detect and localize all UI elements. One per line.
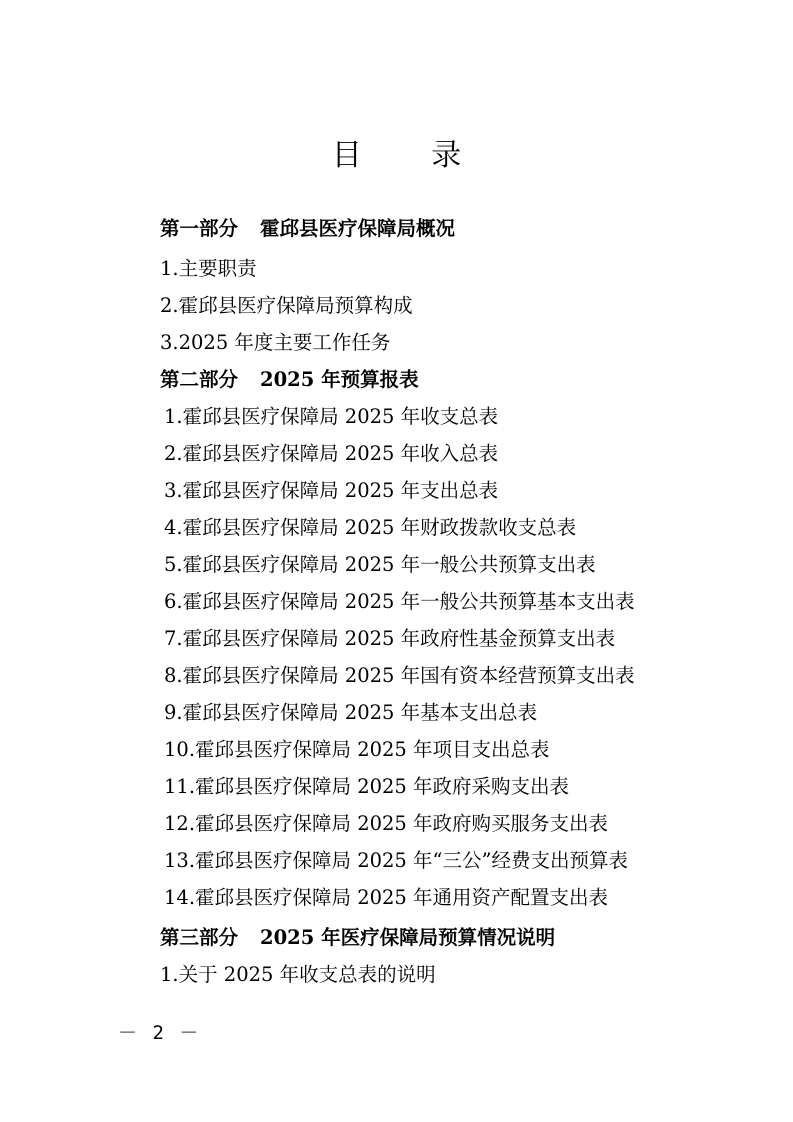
toc-item: 9.霍邱县医疗保障局 2025 年基本支出总表 <box>164 701 538 724</box>
toc-item: 4.霍邱县医疗保障局 2025 年财政拨款收支总表 <box>164 516 577 539</box>
section-title: 霍邱县医疗保障局概况 <box>260 217 456 240</box>
toc-item: 1.主要职责 <box>160 257 257 280</box>
page-number: － 2 － <box>118 1022 201 1044</box>
toc-item: 3.霍邱县医疗保障局 2025 年支出总表 <box>164 479 499 502</box>
section-title: 2025 年医疗保障局预算情况说明 <box>260 926 556 949</box>
section-label: 第一部分 <box>160 217 239 240</box>
toc-item: 11.霍邱县医疗保障局 2025 年政府采购支出表 <box>164 775 570 798</box>
section-label: 第二部分 <box>160 368 239 391</box>
section-title: 2025 年预算报表 <box>260 368 419 391</box>
section-heading-part2 <box>160 367 419 393</box>
toc-item: 1.关于 2025 年收支总表的说明 <box>160 963 436 986</box>
page-title: 目 录 <box>331 138 492 173</box>
toc-item: 14.霍邱县医疗保障局 2025 年通用资产配置支出表 <box>164 886 609 909</box>
toc-item: 3.2025 年度主要工作任务 <box>160 331 391 354</box>
toc-item: 13.霍邱县医疗保障局 2025 年“三公”经费支出预算表 <box>164 849 628 872</box>
section-label: 第三部分 <box>160 926 239 949</box>
toc-item: 8.霍邱县医疗保障局 2025 年国有资本经营预算支出表 <box>164 664 635 687</box>
toc-item: 10.霍邱县医疗保障局 2025 年项目支出总表 <box>164 738 550 761</box>
section-heading-part3 <box>160 925 555 951</box>
toc-item: 5.霍邱县医疗保障局 2025 年一般公共预算支出表 <box>164 553 596 576</box>
toc-item: 1.霍邱县医疗保障局 2025 年收支总表 <box>164 405 499 428</box>
toc-item: 2.霍邱县医疗保障局 2025 年收入总表 <box>164 442 499 465</box>
section-heading-part1 <box>160 216 455 242</box>
toc-item: 7.霍邱县医疗保障局 2025 年政府性基金预算支出表 <box>164 627 616 650</box>
toc-item: 6.霍邱县医疗保障局 2025 年一般公共预算基本支出表 <box>164 590 635 613</box>
toc-item: 12.霍邱县医疗保障局 2025 年政府购买服务支出表 <box>164 812 609 835</box>
toc-item: 2.霍邱县医疗保障局预算构成 <box>160 294 413 317</box>
